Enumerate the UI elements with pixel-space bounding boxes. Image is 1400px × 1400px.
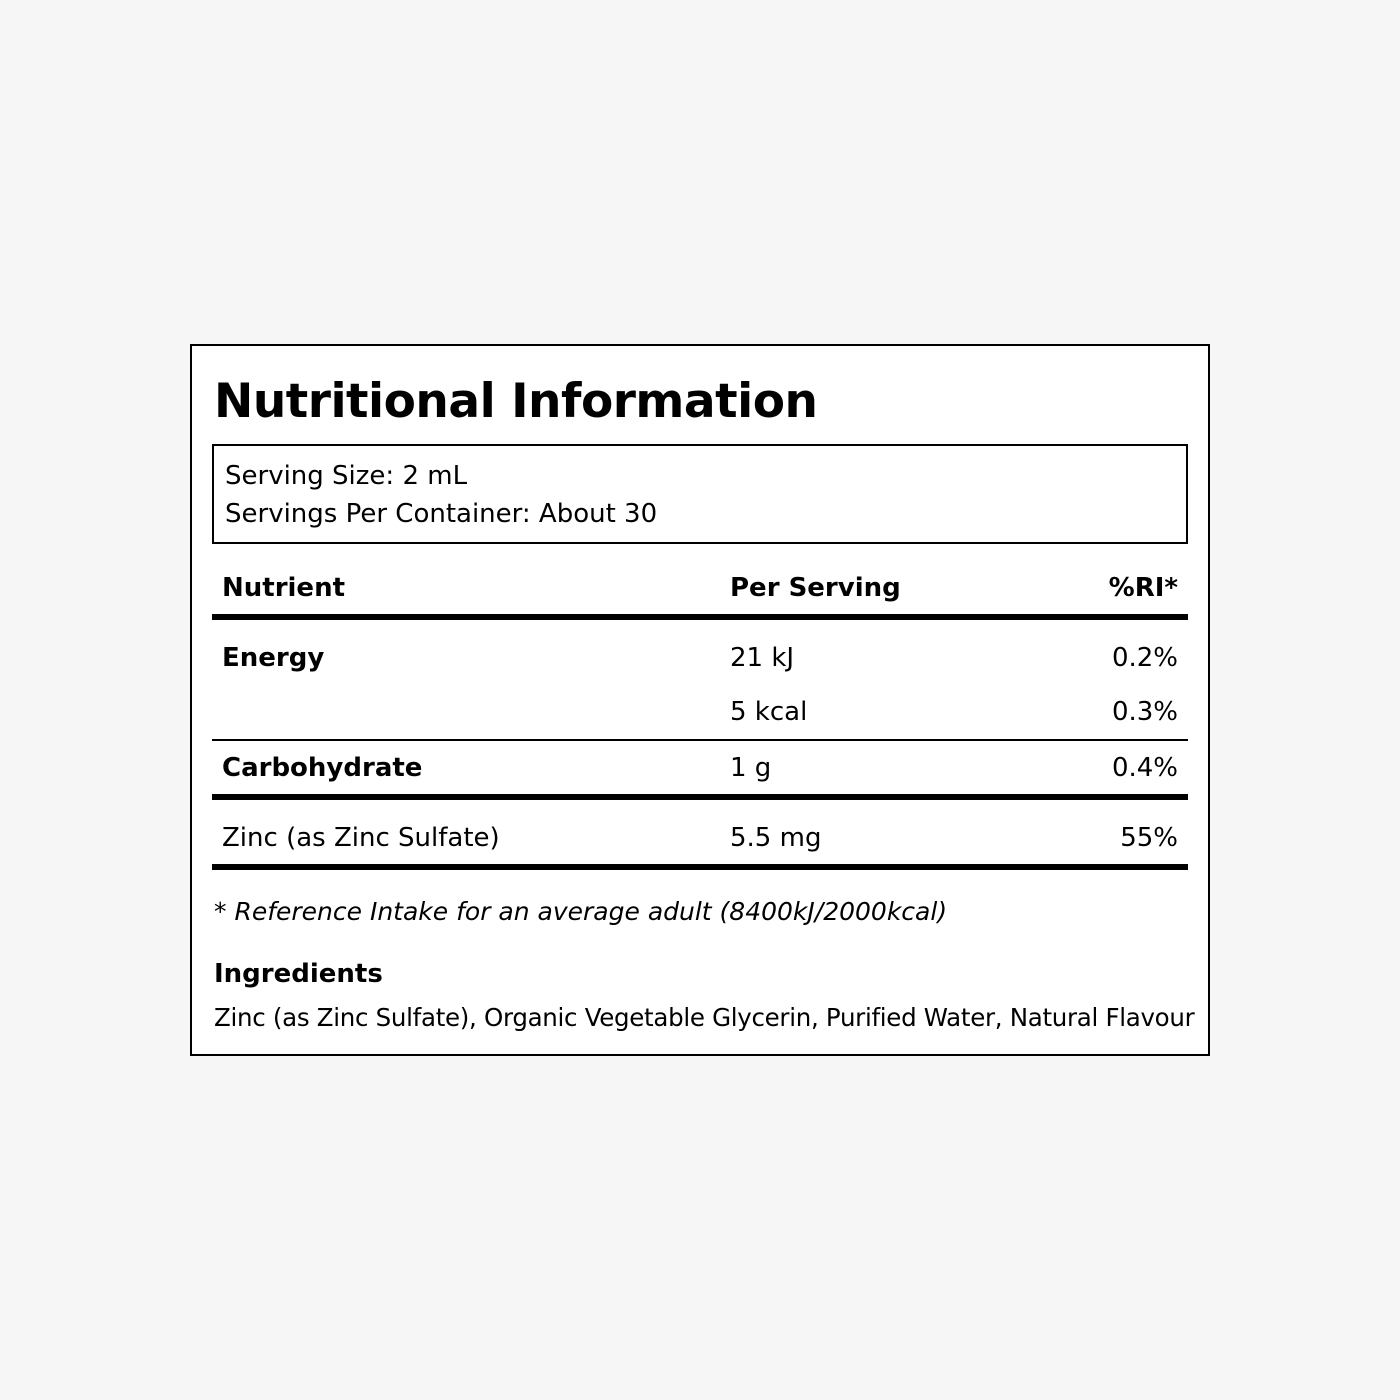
carbohydrate-divider	[212, 794, 1188, 800]
header-per-serving: Per Serving	[730, 573, 901, 603]
header-nutrient: Nutrient	[222, 573, 346, 603]
serving-size: Serving Size: 2 mL	[225, 461, 468, 491]
label-title: Nutritional Information	[214, 374, 818, 429]
servings-per-container: Servings Per Container: About 30	[225, 499, 658, 529]
energy-kj-ri: 0.2%	[1111, 643, 1178, 673]
ingredients-list: Zinc (as Zinc Sulfate), Organic Vegetable Glycerin, Purified Water, Natural Flavour	[214, 1003, 1195, 1032]
zinc-name: Zinc (as Zinc Sulfate)	[222, 823, 500, 853]
carbohydrate-name: Carbohydrate	[222, 753, 423, 783]
energy-kcal-ri: 0.3%	[1111, 697, 1178, 727]
table-bottom-divider	[212, 864, 1188, 870]
serving-info-box	[212, 444, 1188, 544]
carbohydrate-ri: 0.4%	[1111, 753, 1178, 783]
energy-name: Energy	[222, 643, 325, 673]
zinc-amount: 5.5 mg	[730, 823, 822, 853]
energy-kj: 21 kJ	[730, 643, 795, 673]
zinc-ri: 55%	[1120, 823, 1178, 853]
energy-divider	[212, 739, 1188, 741]
carbohydrate-amount: 1 g	[730, 753, 772, 783]
header-ri: %RI*	[1108, 573, 1178, 603]
header-divider	[212, 614, 1188, 620]
reference-intake-footnote: * Reference Intake for an average adult (8400kJ/2000kcal)	[214, 897, 948, 926]
energy-kcal: 5 kcal	[730, 697, 808, 727]
nutrition-label	[190, 344, 1210, 1056]
ingredients-title: Ingredients	[214, 959, 383, 989]
